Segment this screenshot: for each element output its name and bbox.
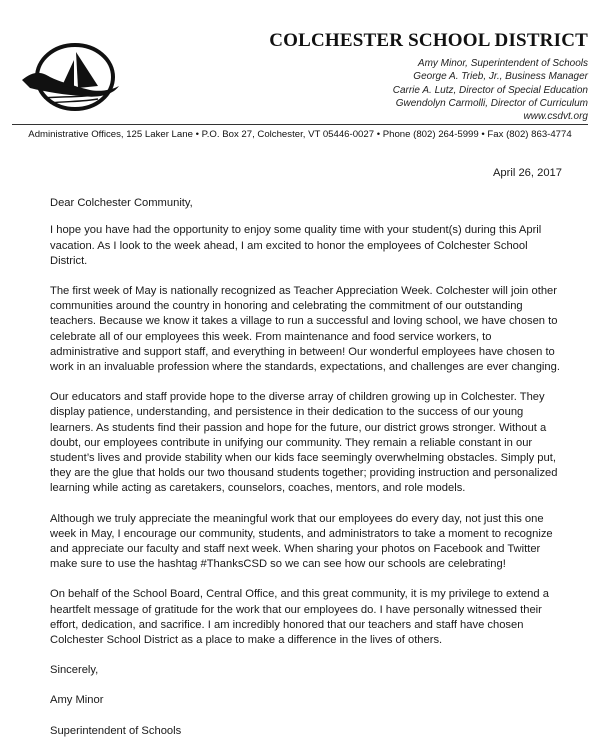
officials-list (393, 57, 588, 123)
paragraph: Our educators and staff provide hope to the diverse array of children growing up in Colchester. They display patience, understanding, and persistence in their dedication to the success of our young learners. As students find their passion and hope for the future, our district grows stronger. Without a doubt, our employees contribute in unifying our community. They remain a reliable constant in our student’s lives and provide stability when our kids face seemingly overwhelming obstacles. Simply put, they are the glue that holds our two thousand students together; providing instruction and personalized learning while acting as caretakers, counselors, coaches, mentors, and role models. (50, 391, 558, 495)
paragraph: On behalf of the School Board, Central Office, and this great community, it is my privilege to extend a heartfelt message of gratitude for the work that our employees do. I have personally witnessed their effort, dedication, and sacrifice. I am incredibly honored that our teachers and staff have chosen Colchester School District as a place to make a difference in the lives of others. (50, 588, 549, 647)
official-curriculum: Gwendolyn Carmolli, Director of Curriculum (395, 97, 588, 109)
paragraph: Although we truly appreciate the meaningful work that our employees do every day, not just this one week in May, I encourage our community, students, and administrators to take a moment to recognize and appreciate our faculty and staff next week. When sharing your photos on Facebook and Twitter make sure to use the hashtag #ThanksCSD so we can see how our schools are celebrating! (50, 512, 553, 571)
salutation: Dear Colchester Community, (50, 197, 193, 210)
district-name: COLCHESTER SCHOOL DISTRICT (269, 30, 588, 51)
header-divider (12, 124, 588, 125)
sailboat-logo-icon (20, 40, 120, 116)
website-link[interactable]: www.csdvt.org (523, 111, 588, 123)
official-special-education: Carrie A. Lutz, Director of Special Education (392, 84, 588, 96)
letter-body (50, 166, 562, 754)
official-business-manager: George A. Trieb, Jr., Business Manager (413, 71, 588, 83)
letter-date: April 26, 2017 (492, 167, 562, 179)
paragraph: I hope you have had the opportunity to enjoy some quality time with your student(s) during this April vacation. As I look to the week ahead, I am excited to honor the employees of Colchester School District. (50, 224, 542, 267)
signer-name: Amy Minor (50, 694, 104, 707)
closing: Sincerely, (50, 664, 99, 677)
address-line: Administrative Offices, 125 Laker Lane • P.O. Box 27, Colchester, VT 05446-0027 • Phone (802) 264-5999 • Fax (802) 863-4774 (28, 129, 572, 140)
signer-title: Superintendent of Schools (50, 724, 182, 737)
official-superintendent: Amy Minor, Superintendent of Schools (417, 58, 588, 69)
paragraph: The first week of May is nationally recognized as Teacher Appreciation Week. Colchester will join other communities around the country in honoring and celebrating the commitment of our outstanding teachers. Because we know it takes a village to run a successful and loving school, we have chosen to celebrate all of our employees this week. From maintenance and food service workers, to administrative and support staff, and everything in between! Our wonderful employees have chosen to work in an invaluable profession where the standards, expectations, and challenges are ever changing. (50, 285, 560, 374)
